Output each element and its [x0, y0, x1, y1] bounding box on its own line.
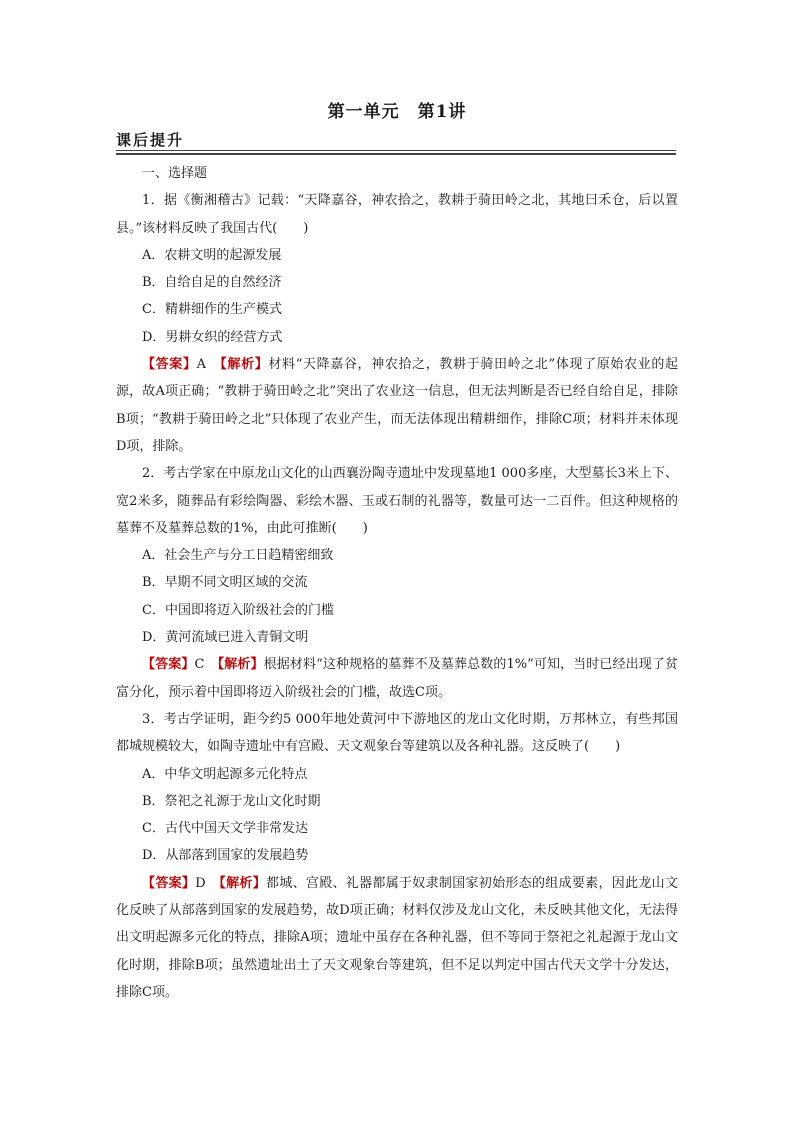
- lesson-title: 第1讲: [417, 102, 467, 122]
- section-title: 课后提升: [116, 131, 185, 149]
- question-3-option-a: A．中华文明起源多元化特点: [142, 766, 308, 782]
- question-2-analysis: 根据材料“这种规格的墓葬不及墓葬总数的1%”可知，当时已经出现了贫富分化，预示着中国即将迈入阶级社会的门槛，故选C项。: [116, 657, 678, 700]
- question-2-stem: 2．考古学家在中原龙山文化的山西襄汾陶寺遗址中发现墓地1 000多座，大型墓长3米上下、宽2米多，随葬品有彩绘陶器、彩绘木器、玉或石制的礼器等，数量可达一二百件。但这种规格的墓葬不及墓葬总数的1%，由此可推断( ): [116, 466, 678, 536]
- question-3-option-c: C．古代中国天文学非常发达: [142, 821, 308, 837]
- question-1-option-b: B．自给自足的自然经济: [142, 275, 282, 291]
- part-heading: 一、选择题: [142, 166, 208, 181]
- document-body: [116, 160, 678, 1006]
- question-2-option-a: A．社会生产与分工日趋精密细致: [142, 548, 334, 564]
- analysis-label: 解析: [224, 657, 251, 673]
- divider-thick: [116, 153, 676, 155]
- question-2-answer: C: [194, 657, 205, 673]
- question-3-stem: 3．考古学证明，距今约5 000年地处黄河中下游地区的龙山文化时期，万邦林立，有些邦国都城规模较大，如陶寺遗址中有宫殿、天文观象台等建筑以及各种礼器。这反映了( ): [116, 711, 678, 755]
- question-1-answer-block: 【答案】A 【解析】材料“天降嘉谷，神农拾之，教耕于骑田岭之北”体现了原始农业的起源，故A项正确；“教耕于骑田岭之北”突出了农业这一信息，但无法判断是否已经自给自足，排除B项；“教耕于骑田岭之北”只体现了农业产生，而无法体现出精耕细作，排除C项；材料并未体现D项，排除。: [116, 357, 678, 454]
- question-3-answer-block: 【答案】D 【解析】都城、宫殿、礼器都属于奴隶制国家初始形态的组成要素，因此龙山文化反映了从部落到国家的发展趋势，故D项正确；材料仅涉及龙山文化，未反映其他文化，无法得出文明起源多元化的特点，排除A项；遗址中虽存在各种礼器，但不等同于祭祀之礼起源于龙山文化时期，排除B项；虽然遗址出土了天文观象台等建筑，但不足以判定中国古代天文学十分发达，排除C项。: [116, 875, 678, 1000]
- question-1-answer: A: [196, 357, 206, 373]
- question-1-option-a: A．农耕文明的起源发展: [142, 247, 282, 263]
- question-3-option-d: D．从部落到国家的发展趋势: [142, 848, 309, 864]
- question-1-option-c: C．精耕细作的生产模式: [142, 302, 282, 318]
- question-2-option-b: B．早期不同文明区域的交流: [142, 575, 308, 591]
- question-3-analysis: 都城、宫殿、礼器都属于奴隶制国家初始形态的组成要素，因此龙山文化反映了从部落到国家的发展趋势，故D项正确；材料仅涉及龙山文化，未反映其他文化，无法得出文明起源多元化的特点，排除A项；遗址中虽存在各种礼器，但不等同于祭祀之礼起源于龙山文化时期，排除B项；虽然遗址出土了天文观象台等建筑，但不足以判定中国古代天文学十分发达，排除C项。: [116, 875, 678, 1000]
- answer-label: 答案: [155, 875, 182, 891]
- question-1-analysis: 材料“天降嘉谷，神农拾之，教耕于骑田岭之北”体现了原始农业的起源，故A项正确；“教耕于骑田岭之北”突出了农业这一信息，但无法判断是否已经自给自足，排除B项；“教耕于骑田岭之北”只体现了农业产生，而无法体现出精耕细作，排除C项；材料并未体现D项，排除。: [116, 357, 678, 454]
- question-2-answer-block: 【答案】C 【解析】根据材料“这种规格的墓葬不及墓葬总数的1%”可知，当时已经出现了贫富分化，预示着中国即将迈入阶级社会的门槛，故选C项。: [116, 657, 678, 700]
- question-3-answer: D: [195, 875, 206, 891]
- question-1-option-d: D．男耕女织的经营方式: [142, 329, 283, 345]
- question-2-option-c: C．中国即将迈入阶级社会的门槛: [142, 602, 334, 618]
- answer-label: 答案: [155, 657, 182, 673]
- question-1-stem: 1．据《衡湘稽古》记载：“天降嘉谷，神农拾之，教耕于骑田岭之北，其地曰禾仓，后以置县。”该材料反映了我国古代( ): [116, 193, 678, 236]
- analysis-label: 解析: [227, 357, 255, 373]
- analysis-label: 解析: [226, 875, 253, 891]
- divider-thin: [116, 150, 676, 151]
- question-2-option-d: D．黄河流域已进入青铜文明: [142, 630, 309, 646]
- answer-label: 答案: [155, 357, 183, 373]
- question-3-option-b: B．祭祀之礼源于龙山文化时期: [142, 793, 321, 809]
- unit-title: 第一单元: [327, 102, 400, 122]
- page-title: [0, 97, 794, 122]
